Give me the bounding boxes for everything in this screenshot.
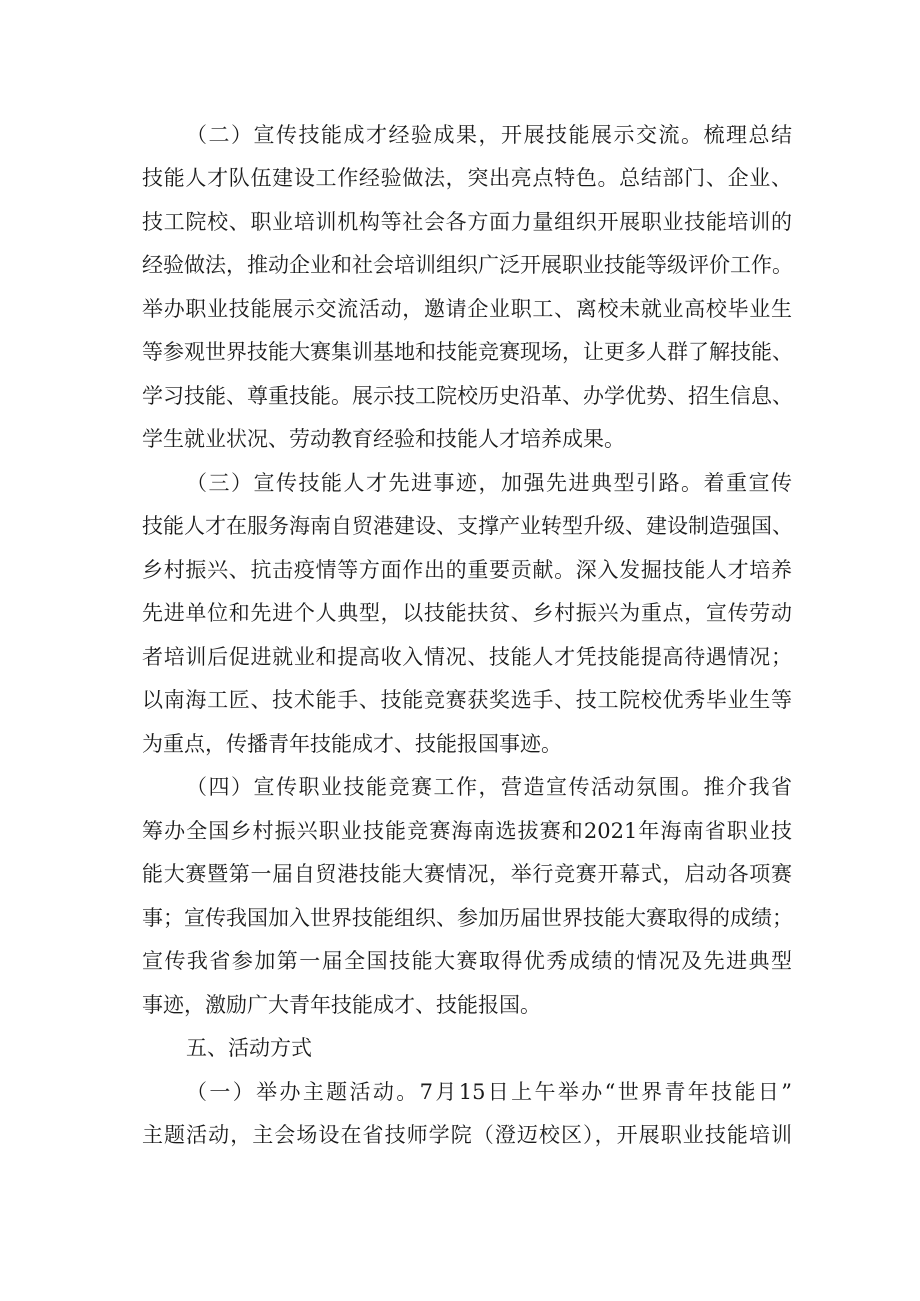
text-line: 筹办全国乡村振兴职业技能竞赛海南选拔赛和2021年海南省职业技	[142, 819, 792, 843]
text-line: 技能人才在服务海南自贸港建设、支撑产业转型升级、建设制造强国、	[142, 514, 793, 538]
text-line: 等参观世界技能大赛集训基地和技能竞赛现场，让更多人群了解技能、	[142, 340, 793, 364]
text-line: 学生就业状况、劳动教育经验和技能人才培养成果。	[142, 427, 625, 451]
text-line: 乡村振兴、抗击疫情等方面作出的重要贡献。深入发掘技能人才培养	[142, 558, 792, 582]
text-line: 者培训后促进就业和提高收入情况、技能人才凭技能提高待遇情况；	[142, 645, 792, 669]
text-line: 以南海工匠、技术能手、技能竞赛获奖选手、技工院校优秀毕业生等	[142, 688, 792, 712]
text-line: 学习技能、尊重技能。展示技工院校历史沿革、办学优势、招生信息、	[142, 384, 793, 408]
text-line: 为重点，传播青年技能成才、技能报国事迹。	[142, 732, 562, 756]
text-line: 事迹，激励广大青年技能成才、技能报国。	[142, 993, 541, 1017]
text-line: 经验做法，推动企业和社会培训组织广泛开展职业技能等级评价工作。	[142, 253, 793, 277]
text-line: 宣传我省参加第一届全国技能大赛取得优秀成绩的情况及先进典型	[142, 949, 792, 973]
text-line: 事；宣传我国加入世界技能组织、参加历届世界技能大赛取得的成绩；	[142, 906, 793, 930]
text-line: 技能人才队伍建设工作经验做法，突出亮点特色。总结部门、企业、	[142, 166, 792, 190]
text-line: 能大赛暨第一届自贸港技能大赛情况，举行竞赛开幕式，启动各项赛	[142, 862, 792, 886]
text-line: （四）宣传职业技能竞赛工作，营造宣传活动氛围。推介我省	[186, 775, 792, 799]
text-line: （二）宣传技能成才经验成果，开展技能展示交流。梳理总结	[186, 123, 792, 147]
text-line: 主题活动，主会场设在省技师学院（澄迈校区），开展职业技能培训	[142, 1123, 792, 1147]
text-line: （三）宣传技能人才先进事迹，加强先进典型引路。着重宣传	[186, 471, 792, 495]
text-line: 技工院校、职业培训机构等社会各方面力量组织开展职业技能培训的	[142, 210, 792, 234]
text-line: 举办职业技能展示交流活动，邀请企业职工、离校未就业高校毕业生	[142, 297, 792, 321]
text-line: 先进单位和先进个人典型，以技能扶贫、乡村振兴为重点，宣传劳动	[142, 601, 792, 625]
text-line: （一）举办主题活动。7月15日上午举办“世界青年技能日”	[186, 1080, 792, 1104]
heading-text: 五、活动方式	[186, 1036, 312, 1060]
